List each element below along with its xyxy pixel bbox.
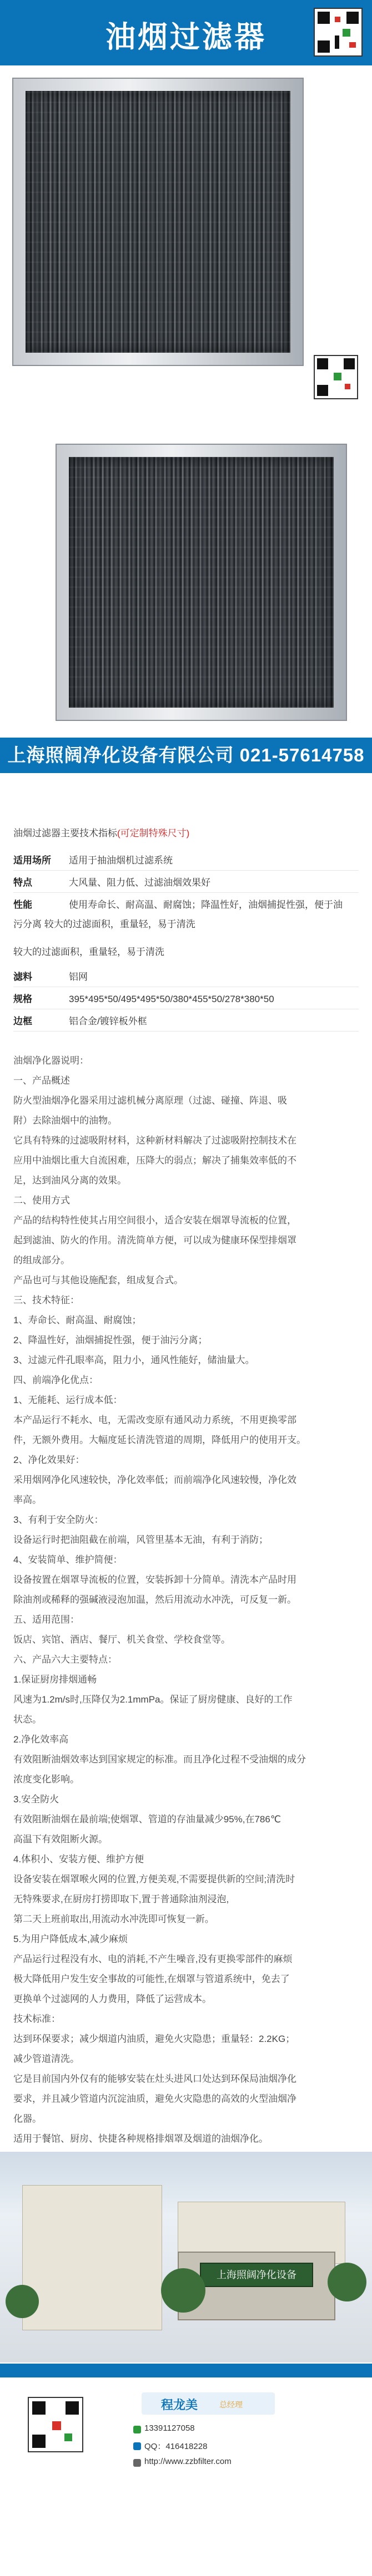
description-line: 达到环保要求；减少烟道内油质，避免火灾隐患；重量轻：2.2KG； bbox=[13, 2034, 295, 2044]
description-line: 产品运行过程没有水、电的消耗,不产生噪音,没有更换零部件的麻烦 bbox=[13, 1954, 293, 1964]
description-line: 1、无能耗、运行成本低： bbox=[13, 1395, 123, 1405]
web-icon bbox=[133, 2459, 141, 2467]
spec-extra-line: 较大的过滤面积，重量轻，易于清洗 bbox=[13, 947, 164, 957]
description-line: 更换单个过滤网的人力费用，降低了运营成本。 bbox=[13, 1994, 212, 2004]
description-line: 应用中油烟比重大自流困难，压降大的弱点；解决了捕集效率低的不 bbox=[13, 1155, 296, 1166]
description-line: 设备运行时把油阻截在前端，风管里基本无油，有利于消防； bbox=[13, 1535, 268, 1545]
description-line: 防火型油烟净化器采用过滤机械分离原理（过滤、碰撞、阵退、吸 bbox=[13, 1095, 287, 1106]
page-title: 油烟过滤器 bbox=[105, 21, 267, 54]
spec-label: 滤料 bbox=[13, 972, 32, 982]
tree-icon bbox=[161, 2268, 205, 2313]
spec-label: 性能 bbox=[13, 900, 32, 910]
spec-label: 边框 bbox=[13, 1016, 32, 1027]
description-line: 采用烟网净化风速较快，净化效率低；而前端净化风速较慢，净化效 bbox=[13, 1475, 296, 1485]
description-line: 2、降温性好，油烟捕捉性强，便于油污分离； bbox=[13, 1335, 208, 1345]
description-line: 3、过滤元件孔眼率高，阻力小，通风性能好，储油量大。 bbox=[13, 1355, 255, 1365]
spec-row bbox=[13, 1012, 359, 1032]
description-line: 它具有特殊的过滤吸附材料，这种新材料解决了过滤吸附控制技术在 bbox=[13, 1135, 296, 1146]
description-line: 减少管道清洗。 bbox=[13, 2054, 79, 2064]
description-line: 3.安全防火 bbox=[13, 1794, 59, 1805]
spec-intro-text: 油烟过滤器主要技术指标 bbox=[13, 828, 117, 839]
description-line: 4、安装简单、维护简便： bbox=[13, 1554, 123, 1565]
description-line: 除油剂或稀释的强碱液浸泡加温，然后用流动水冲洗，可反复一新。 bbox=[13, 1594, 296, 1605]
description-line: 浓度变化影响。 bbox=[13, 1774, 79, 1785]
tree-icon bbox=[6, 2285, 39, 2318]
factory-sign bbox=[200, 2263, 313, 2287]
description-line: 2、净化效果好： bbox=[13, 1455, 85, 1465]
contact-name-box bbox=[142, 2392, 275, 2415]
spec-value: 铝合金/镀锌板外框 bbox=[69, 1016, 147, 1027]
factory-photo bbox=[0, 2152, 372, 2362]
description-line: 足，达到油风分离的效果。 bbox=[13, 1175, 127, 1186]
description-line: 油烟净化器说明： bbox=[13, 1055, 89, 1066]
contact-top-bar bbox=[0, 2364, 372, 2377]
spec-value: 使用寿命长、耐高温、耐腐蚀；降温性好，油烟捕捉性强，便于油 bbox=[69, 900, 343, 910]
description-line: 5.为用户降低成本,减少麻烦 bbox=[13, 1934, 128, 1944]
description-line: 一、产品概述 bbox=[13, 1075, 70, 1086]
spec-row bbox=[13, 873, 359, 893]
spec-row bbox=[13, 851, 359, 871]
description-line: 它是目前国内外仅有的能够安装在灶头进风口处达到环保局油烟净化 bbox=[13, 2074, 296, 2084]
description-line: 起到滤油、防火的作用。清洗简单方便，可以成为健康环保型排烟罩 bbox=[13, 1235, 296, 1246]
spec-label: 特点 bbox=[13, 877, 32, 888]
description-line: 状态。 bbox=[13, 1714, 42, 1725]
description-line: 化器。 bbox=[13, 2113, 42, 2124]
contact-web[interactable]: http://www.zzbfilter.com bbox=[144, 2457, 232, 2466]
contact-phone[interactable]: 13391127058 bbox=[144, 2423, 195, 2433]
description-line: 三、技术特征： bbox=[13, 1295, 79, 1305]
description-line: 饭店、宾馆、酒店、餐厅、机关食堂、学校食堂等。 bbox=[13, 1634, 230, 1645]
description-line: 有效阻断油烟在最前端;使烟罩、管道的存油量减少95%,在786℃ bbox=[13, 1814, 281, 1825]
description-line: 产品的结构特性使其占用空间很小，适合安装在烟罩导流板的位置， bbox=[13, 1215, 296, 1226]
spec-intro bbox=[13, 825, 189, 839]
description-line: 适用于餐馆、厨房、快捷各种规格排烟罩及烟道的油烟净化。 bbox=[13, 2133, 268, 2144]
description-line: 五、适用范围： bbox=[13, 1614, 79, 1625]
qr-code-icon[interactable] bbox=[314, 8, 363, 57]
description-line: 六、产品六大主要特点： bbox=[13, 1654, 117, 1665]
description-line: 2.净化效率高 bbox=[13, 1734, 69, 1745]
description-line: 第二天上班前取出,用流动水冲洗即可恢复一新。 bbox=[13, 1914, 214, 1924]
description-line: 产品也可与其他设施配套，组成复合式。 bbox=[13, 1275, 183, 1286]
description-line: 极大降低用户发生安全事故的可能性,在烟罩与管道系统中，免去了 bbox=[13, 1974, 290, 1984]
description-line: 1.保证厨房排烟通畅 bbox=[13, 1674, 97, 1685]
spec-row bbox=[13, 990, 359, 1009]
contact-qq[interactable]: QQ：416418228 bbox=[144, 2442, 208, 2451]
description-line: 率高。 bbox=[13, 1495, 42, 1505]
spec-value: 铝网 bbox=[69, 972, 88, 982]
contact-name: 程龙美 bbox=[161, 2398, 198, 2412]
company-phone: 上海照阔净化设备有限公司 021-57614758 bbox=[7, 745, 365, 765]
description-line: 附）去除油烟中的油物。 bbox=[13, 1115, 117, 1126]
contact-role: 总经理 bbox=[219, 2400, 243, 2409]
contact-section bbox=[0, 2364, 372, 2576]
spec-row bbox=[13, 896, 359, 914]
spec-extra-line: 污分离 较大的过滤面积，重量轻，易于清洗 bbox=[13, 919, 195, 929]
factory-sign-text: 上海照阔净化设备 bbox=[217, 2269, 296, 2280]
spec-label: 适用场所 bbox=[13, 855, 51, 866]
spec-value: 适用于抽油烟机过滤系统 bbox=[69, 855, 173, 866]
spec-row bbox=[13, 968, 359, 987]
factory-building bbox=[22, 2185, 162, 2330]
qq-icon bbox=[133, 2442, 141, 2450]
description-line: 技术标准： bbox=[13, 2014, 61, 2024]
description-line: 设备按置在烟罩导流板的位置，安装拆卸十分简单。清洗本产品时用 bbox=[13, 1574, 296, 1585]
tree-icon bbox=[328, 2263, 366, 2301]
description-line: 风速为1.2m/s时,压降仅为2.1mmPa。保证了厨房健康、良好的工作 bbox=[13, 1694, 293, 1705]
spec-intro-custom: (可定制特殊尺寸) bbox=[117, 828, 190, 839]
description-line: 1、寿命长、耐高温、耐腐蚀； bbox=[13, 1315, 142, 1325]
description-line: 要求，并且减少管道内沉淀油质，避免火灾隐患的高效的火型油烟净 bbox=[13, 2094, 296, 2104]
header-bar bbox=[0, 0, 372, 65]
description-line: 二、使用方式 bbox=[13, 1195, 70, 1206]
description-line: 件，无额外费用。大幅度延长清洗管道的周期，降低用户的使用开支。 bbox=[13, 1435, 306, 1445]
description-line: 无特殊要求,在厨房打捞即取下,置于普通除油剂浸泡, bbox=[13, 1894, 229, 1904]
description-block bbox=[13, 1051, 359, 2209]
product-image-2 bbox=[0, 427, 372, 738]
description-line: 设备安装在烟罩喉火网的位置,方便美观,不需要提供新的空间;清洗时 bbox=[13, 1874, 295, 1884]
company-banner bbox=[0, 738, 372, 773]
description-line: 的组成部分。 bbox=[13, 1255, 70, 1266]
description-line: 本产品运行不耗水、电，无需改变原有通风动力系统，不用更换零部 bbox=[13, 1415, 296, 1425]
description-line: 4.体积小、安装方便、维护方便 bbox=[13, 1854, 144, 1864]
spec-value: 395*495*50/495*495*50/380*455*50/278*380*50 bbox=[69, 994, 274, 1004]
spec-label: 规格 bbox=[13, 994, 32, 1004]
description-line: 有效阻断油烟效率达到国家规定的标准。而且净化过程不受油烟的成分 bbox=[13, 1754, 306, 1765]
description-line: 高温下有效阻断火源。 bbox=[13, 1834, 108, 1845]
qr-code-icon-contact[interactable] bbox=[28, 2397, 83, 2452]
phone-icon bbox=[133, 2426, 141, 2433]
description-line: 3、有利于安全防火： bbox=[13, 1515, 104, 1525]
qr-code-icon-small[interactable] bbox=[314, 355, 358, 399]
description-line: 四、前端净化优点： bbox=[13, 1375, 98, 1385]
spec-value: 大风量、阻力低、过滤油烟效果好 bbox=[69, 877, 210, 888]
